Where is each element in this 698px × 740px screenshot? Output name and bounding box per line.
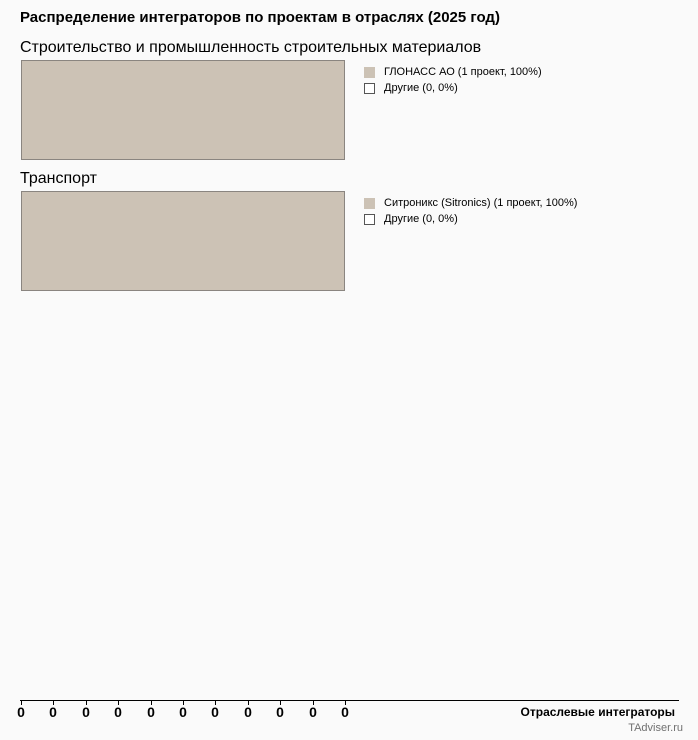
bar-transport <box>21 191 345 291</box>
legend-label-sitronics: Ситроникс (Sitronics) (1 проект, 100%) <box>384 197 578 209</box>
x-axis-tick-label: 0 <box>147 704 155 720</box>
x-axis-tick-label: 0 <box>82 704 90 720</box>
chart-title: Распределение интеграторов по проектам в отраслях (2025 год) <box>20 9 500 26</box>
legend-item-sitronics <box>364 195 577 211</box>
source-credit: TAdviser.ru <box>628 722 683 734</box>
legend-swatch-other-transport <box>364 214 375 225</box>
legend-swatch-sitronics <box>364 198 375 209</box>
legend-swatch-other-construction <box>364 83 375 94</box>
legend-label-other-construction: Другие (0, 0%) <box>384 82 458 94</box>
bar-segment-sitronics <box>22 192 344 290</box>
x-axis-tick-label: 0 <box>309 704 317 720</box>
legend-item-other-transport <box>364 211 577 227</box>
legend-construction <box>364 64 542 96</box>
legend-label-glonass: ГЛОНАСС АО (1 проект, 100%) <box>384 66 542 78</box>
x-axis-tick-label: 0 <box>114 704 122 720</box>
group-title-construction: Строительство и промышленность строительных материалов <box>20 39 482 56</box>
legend-label-other-transport: Другие (0, 0%) <box>384 213 458 225</box>
x-axis-tick-label: 0 <box>211 704 219 720</box>
x-axis-tick-label: 0 <box>179 704 187 720</box>
x-axis-tick-label: 0 <box>276 704 284 720</box>
x-axis-tick-label: 0 <box>244 704 252 720</box>
legend-transport <box>364 195 577 227</box>
legend-item-glonass <box>364 64 542 80</box>
legend-item-other-construction <box>364 80 542 96</box>
x-axis-tick-label: 0 <box>49 704 57 720</box>
legend-swatch-glonass <box>364 67 375 78</box>
bar-segment-glonass <box>22 61 344 159</box>
x-axis-title: Отраслевые интеграторы <box>520 705 675 719</box>
x-axis-tick-label: 0 <box>17 704 25 720</box>
bar-construction <box>21 60 345 160</box>
x-axis-tick-label: 0 <box>341 704 349 720</box>
group-title-transport: Транспорт <box>20 170 97 187</box>
